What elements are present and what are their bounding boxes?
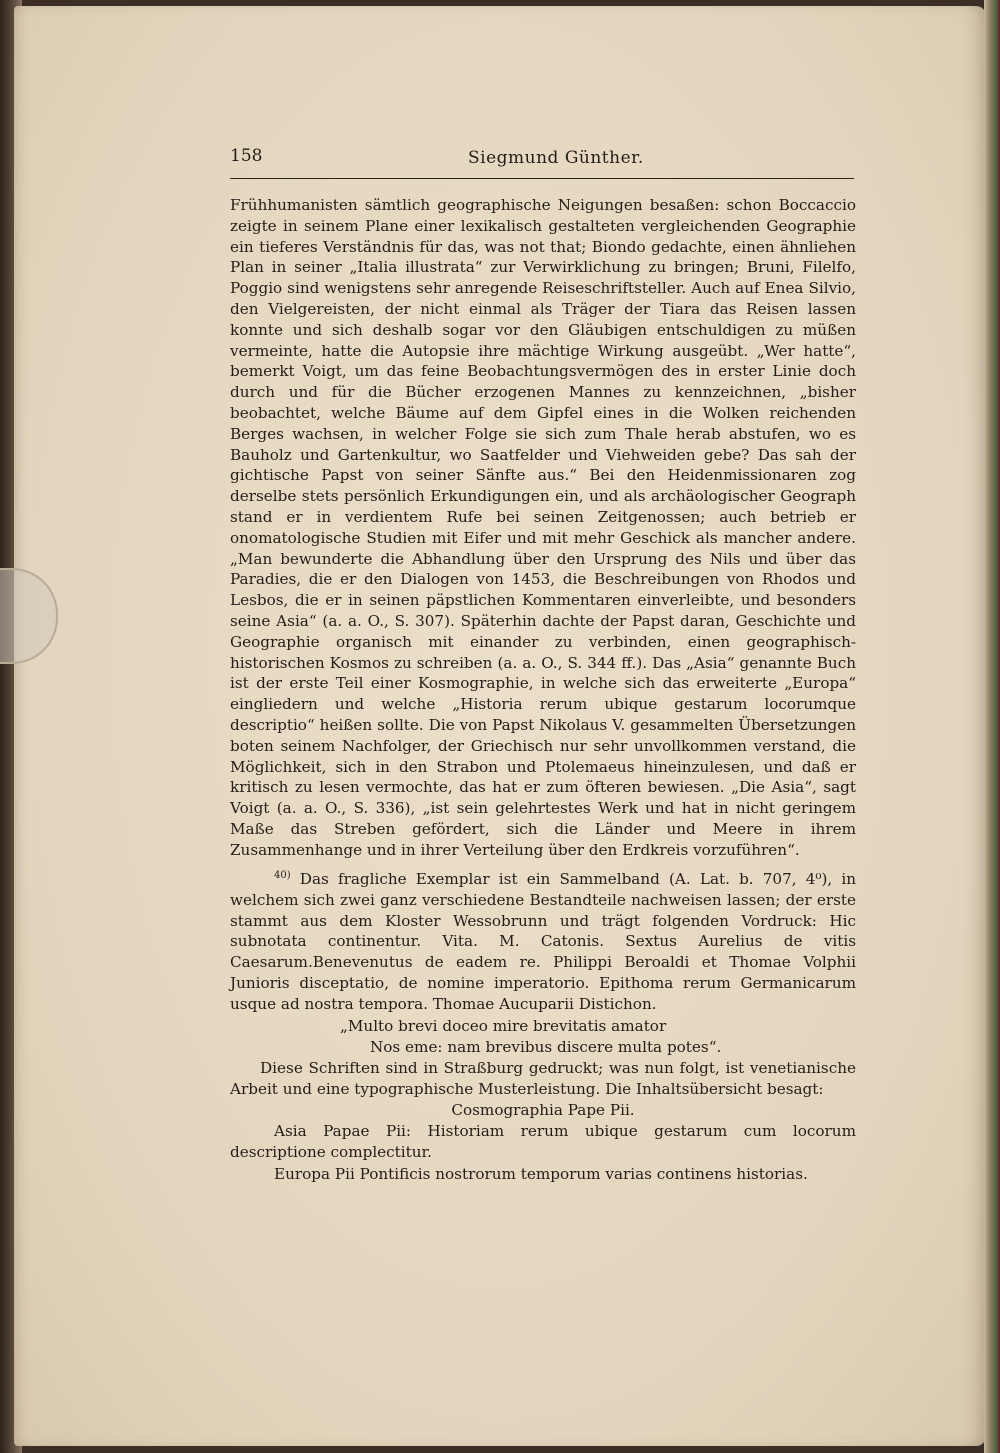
body-paragraph: Frühhumanisten sämtlich geographische Neigungen besaßen: schon Boccaccio zeigte in seinem Plane einer lexikalisch gestalteten vergleichenden Geographie ein tieferes Verständnis für das, was not that; Biondo gedachte, einen ähnliehen Plan in seiner „Italia illustrata“ zur Verwirklichung zu bringen; Bruni, Filelfo, Poggio sind wenigstens sehr anregende Reiseschriftsteller. Auch auf Enea Silvio, den Vielgereisten, der nicht einmal als Träger der Tiara das Reisen lassen konnte und sich deshalb sogar vor den Gläubigen entschuldigen zu müßen vermeinte, hatte die Autopsie ihre mächtige Wirkung ausgeübt. „Wer hatte“, bemerkt Voigt, um das feine Beobachtungsvermögen des in erster Linie doch durch und für die Bücher erzogenen Mannes zu kennzeichnen, „bisher beobachtet, welche Bäume auf dem Gipfel eines in die Wolken reichenden Berges wachsen, in welcher Folge sie sich zum Thale herab abstufen, wo es Bauholz und Gartenkultur, wo Saatfelder und Viehweiden gebe? Das sah der gichtische Papst von seiner Sänfte aus.“ Bei den Heidenmissionaren zog derselbe stets persönlich Erkundigungen ein, und als archäologischer Geograph stand er in verdientem Rufe bei seinen Zeitgenossen; auch betrieb er onomatologische Studien mit Eifer und mit mehr Geschick als mancher andere. „Man bewunderte die Abhandlung über den Ursprung des Nils und über das Paradies, die er den Dialogen von 1453, die Beschreibungen von Rhodos und Lesbos, die er in seinen päpstlichen Kommentaren einverleibte, und besonders seine Asia“ (a. a. O., S. 307). Späterhin dachte der Papst daran, Geschichte und Geographie organisch mit einander zu verbinden, einen geographisch-historischen Kosmos zu schreiben (a. a. O., S. 344 ff.). Das „Asia“ genannte Buch ist der erste Teil einer Kosmographie, in welche sich das erweiterte „Europa“ eingliedern und welche „Historia rerum ubique gestarum locorumque descriptio“ heißen sollte. Die von Papst Nikolaus V. gesammelten Übersetzungen boten seinem Nachfolger, der Griechisch nur sehr unvollkommen verstand, die Möglichkeit, sich in den Strabon und Ptolemaeus hineinzulesen, und daß er kritisch zu lesen vermochte, das hat er zum öfteren bewiesen. „Die Asia“, sagt Voigt (a. a. O., S. 336), „ist sein gelehrtestes Werk und hat in nicht geringem Maße das Streben gefördert, sich die Länder und Meere in ihrem Zusammenhange und in ihrer Verteilung über den Erdkreis vorzuführen“. — [230, 196, 856, 859]
toc-item: Europa Pii Pontificis nostrorum temporum varias continens historias. — [274, 1165, 808, 1183]
footnote-text: Das fragliche Exemplar ist ein Sammelband (A. Lat. b. 707, 4⁰), in welchem sich zwei ganz verschiedene Bestandteile nachweisen lassen; der erste stammt aus dem Kloster Wessobrunn und trägt folgenden Vordruck: Hic subnotata continentur. Vita. M. Catonis. Sextus Aurelius de vitis Caesarum.Benevenutus de eadem re. Philippi Beroaldi et Thomae Volphii Junioris disceptatio, de nomine imperatorio. Epithoma rerum Germanicarum usque ad nostra tempora. Thomae Aucuparii Distichon. — [230, 870, 856, 1013]
page-header — [230, 140, 854, 179]
footnote-marker: 40) — [274, 870, 291, 881]
after-verse-paragraph: Diese Schriften sind in Straßburg gedruckt; was nun folgt, ist venetianische Arbeit und eine typographische Musterleistung. Die Inhaltsübersicht besagt: — [230, 1059, 856, 1098]
running-title: Siegmund Günther. — [468, 148, 644, 168]
toc-title: Cosmographia Pape Pii. — [451, 1101, 635, 1119]
toc-item: Asia Papae Pii: Historiam rerum ubique gestarum cum locorum descriptione complectitur. — [230, 1122, 856, 1161]
verse-line-1: „Multo brevi doceo mire brevitatis amator — [340, 1017, 667, 1035]
page-number: 158 — [230, 146, 263, 166]
page-edge — [984, 0, 1000, 1453]
footnote — [230, 866, 856, 1015]
verse-line-2: Nos eme: nam brevibus discere multa potes“. — [370, 1038, 722, 1056]
